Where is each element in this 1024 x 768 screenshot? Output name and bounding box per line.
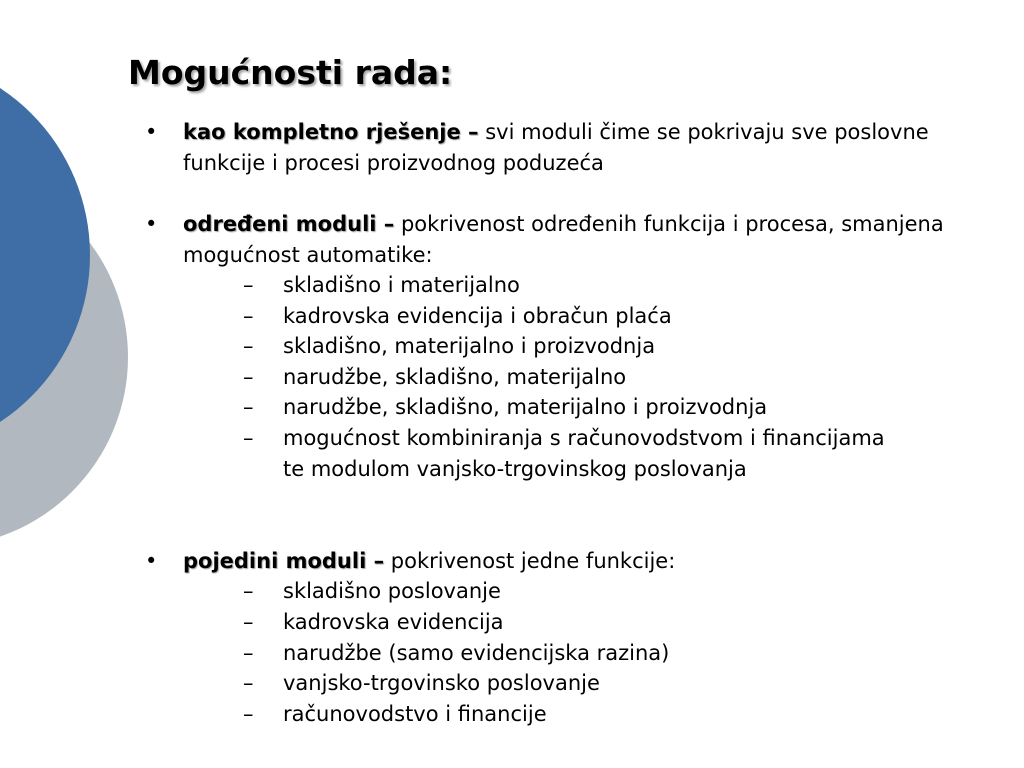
bullet-item-specific-modules <box>145 209 995 270</box>
bullet-text <box>183 546 995 577</box>
sub-item <box>243 668 903 699</box>
dash-icon: – <box>243 273 254 297</box>
sub-item <box>243 638 903 669</box>
bullet-item-single-modules <box>145 546 995 577</box>
sub-item <box>243 331 903 362</box>
sub-item <box>243 576 903 607</box>
sub-item <box>243 699 903 730</box>
bullet-text <box>183 209 995 270</box>
bullet-item-complete-solution <box>145 117 995 178</box>
dash-icon: – <box>243 395 254 419</box>
bullet-icon: • <box>145 120 158 144</box>
bullet-body: pokrivenost određenih funkcija i procesa, smanjena mogućnost automatike: <box>183 212 944 267</box>
dash-icon: – <box>243 671 254 695</box>
dash-icon: – <box>243 579 254 603</box>
sub-item <box>243 270 903 301</box>
dash-icon: – <box>243 641 254 665</box>
bullet-icon: • <box>145 549 158 573</box>
sub-item-text: skladišno, materijalno i proizvodnja <box>283 334 656 358</box>
bullet-lead: kao kompletno rješenje – <box>183 120 479 144</box>
dash-icon: – <box>243 702 254 726</box>
bullet-text <box>183 117 995 178</box>
bullet-body: pokrivenost jedne funkcije: <box>384 549 676 573</box>
sub-item-text: računovodstvo i financije <box>283 702 547 726</box>
dash-icon: – <box>243 334 254 358</box>
sub-item-text: narudžbe (samo evidencijska razina) <box>283 641 670 665</box>
dash-icon: – <box>243 610 254 634</box>
bullet-body: svi moduli čime se pokrivaju sve poslovne funkcije i procesi proizvodnog poduzeća <box>183 120 929 175</box>
sub-item-text: kadrovska evidencija i obračun plaća <box>283 304 672 328</box>
bullet-icon: • <box>145 212 158 236</box>
sub-item <box>243 301 903 332</box>
bullet-lead: određeni moduli – <box>183 212 395 236</box>
dash-icon: – <box>243 426 254 450</box>
sub-item-text: narudžbe, skladišno, materijalno <box>283 365 627 389</box>
sub-item-text: mogućnost kombiniranja s računovodstvom i financijama te modulom vanjsko-trgovinskog poslovanja <box>283 426 885 481</box>
sub-item <box>243 607 903 638</box>
sub-item <box>243 362 903 393</box>
sub-item-text: skladišno poslovanje <box>283 579 501 603</box>
sub-item-text: skladišno i materijalno <box>283 273 520 297</box>
sub-item-text: vanjsko-trgovinsko poslovanje <box>283 671 600 695</box>
bullet-lead: pojedini moduli – <box>183 549 385 573</box>
dash-icon: – <box>243 365 254 389</box>
sub-item <box>243 392 903 423</box>
sub-item <box>243 423 903 484</box>
slide-title: Mogućnosti rada: <box>128 53 453 92</box>
sub-item-text: narudžbe, skladišno, materijalno i proizvodnja <box>283 395 768 419</box>
sub-item-text: kadrovska evidencija <box>283 610 504 634</box>
dash-icon: – <box>243 304 254 328</box>
